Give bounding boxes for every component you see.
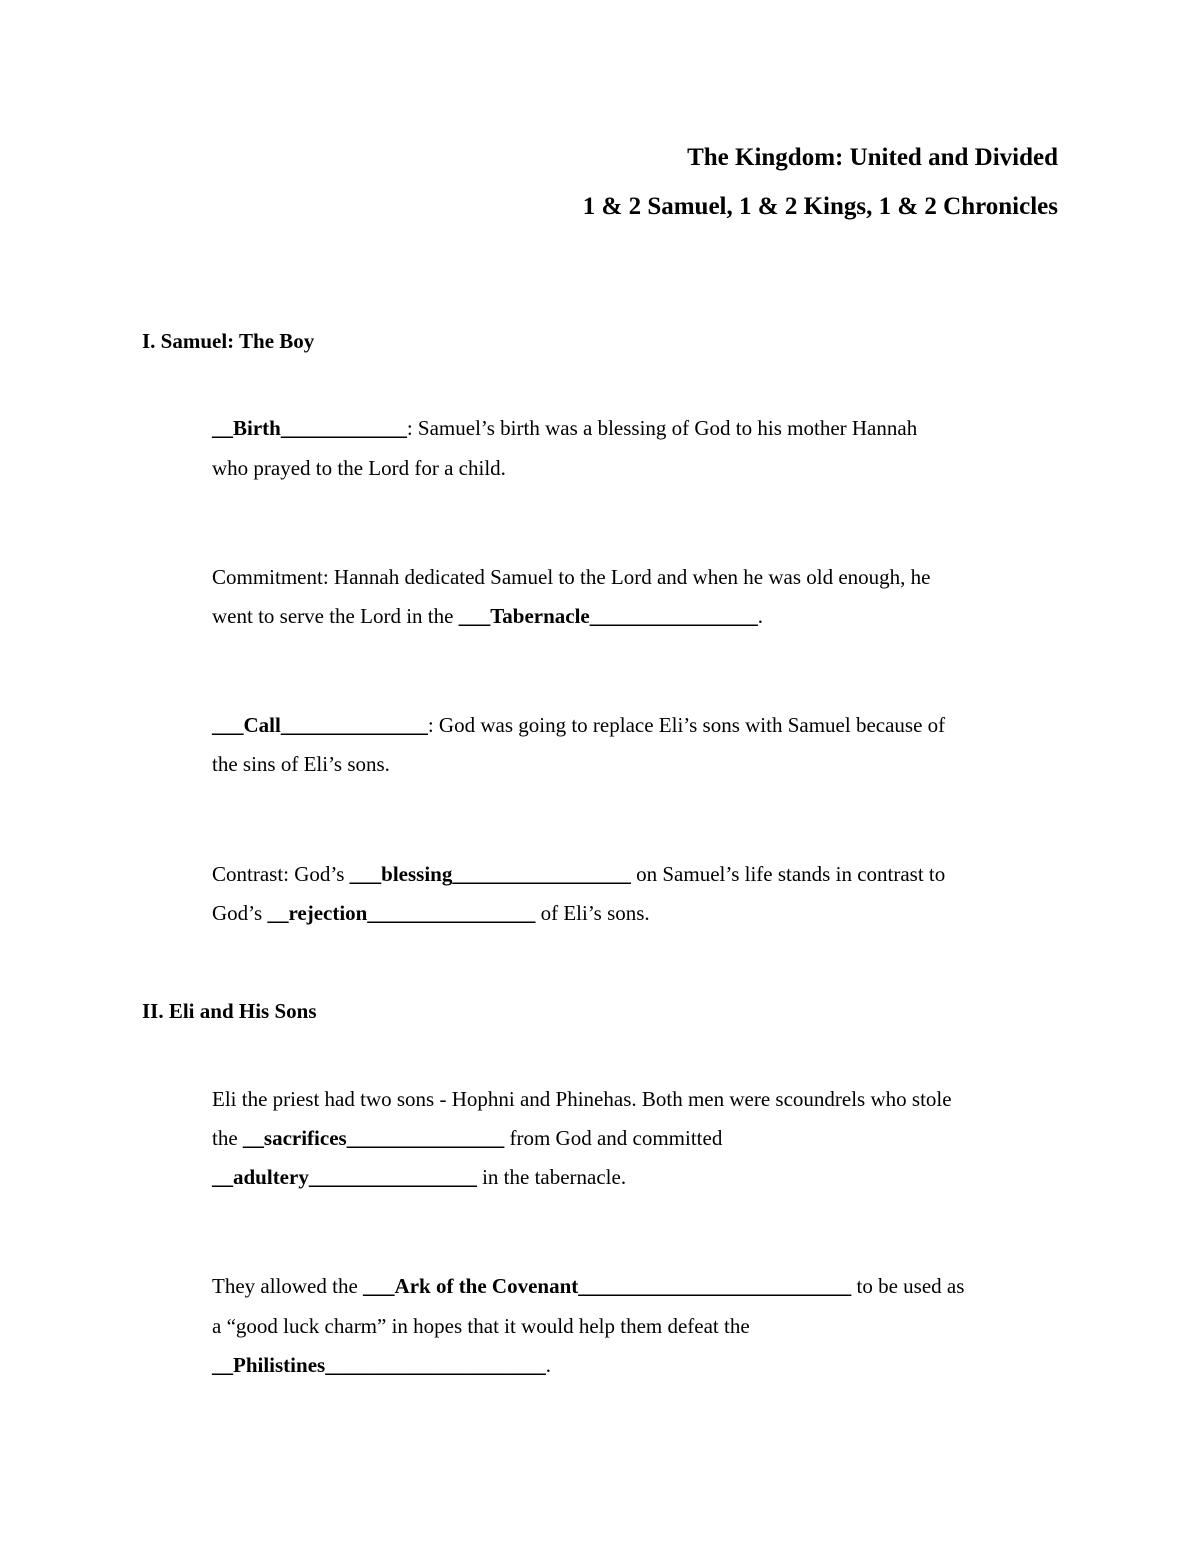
line-suffix: on Samuel’s life stands in contrast to <box>630 862 946 886</box>
answer-blank: ______________ <box>280 713 428 737</box>
contrast-line-2 <box>212 900 650 926</box>
line-suffix: . <box>545 1353 551 1377</box>
line-suffix: : God was going to replace Eli’s sons with Samuel because of <box>427 713 946 737</box>
fill-in-answer-rejection: __rejection <box>267 901 368 925</box>
call-line-2: the sins of Eli’s sons. <box>212 752 390 776</box>
answer-blank: ________________ <box>367 901 536 925</box>
birth-line-1 <box>212 415 917 441</box>
answer-blank: ________________ <box>308 1165 477 1189</box>
call-line-1 <box>212 712 945 738</box>
fill-in-answer-philistines: __Philistines <box>212 1353 326 1377</box>
fill-in-answer-blessing: ___blessing <box>349 862 453 886</box>
ark-line-3 <box>212 1352 551 1378</box>
line-suffix: from God and committed <box>504 1126 723 1150</box>
line-prefix: went to serve the Lord in the <box>212 604 459 628</box>
answer-blank: __________________________ <box>578 1274 852 1298</box>
line-prefix: God’s <box>212 901 268 925</box>
line-prefix: the <box>212 1126 243 1150</box>
eli-line-3 <box>212 1164 626 1190</box>
birth-line-2: who prayed to the Lord for a child. <box>212 456 506 480</box>
document-subtitle: 1 & 2 Samuel, 1 & 2 Kings, 1 & 2 Chronicles <box>582 193 1058 220</box>
line-suffix: in the tabernacle. <box>476 1165 627 1189</box>
contrast-line-1 <box>212 861 945 887</box>
section-heading-eli-and-his-sons: II. Eli and His Sons <box>142 999 317 1023</box>
commitment-line-1: Commitment: Hannah dedicated Samuel to the Lord and when he was old enough, he <box>212 565 931 589</box>
document-title: The Kingdom: United and Divided <box>687 144 1058 171</box>
commitment-line-2 <box>212 603 763 629</box>
answer-blank: ________________ <box>589 604 758 628</box>
fill-in-answer-adultery: __adultery <box>212 1165 309 1189</box>
line-suffix: of Eli’s sons. <box>535 901 650 925</box>
answer-blank: ____________ <box>280 416 407 440</box>
eli-line-1: Eli the priest had two sons - Hophni and Phinehas. Both men were scoundrels who stole <box>212 1087 952 1111</box>
eli-line-2 <box>212 1125 722 1151</box>
section-heading-samuel-the-boy: I. Samuel: The Boy <box>142 329 315 353</box>
fill-in-answer-call: ___Call <box>212 713 281 737</box>
ark-line-2: a “good luck charm” in hopes that it would help them defeat the <box>212 1314 750 1338</box>
fill-in-answer-birth: __Birth <box>212 416 281 440</box>
answer-blank: _____________________ <box>325 1353 546 1377</box>
line-prefix: They allowed the <box>212 1274 364 1298</box>
fill-in-answer-ark-of-the-covenant: ___Ark of the Covenant <box>363 1274 579 1298</box>
ark-line-1 <box>212 1273 964 1299</box>
answer-blank: _________________ <box>452 862 631 886</box>
fill-in-answer-tabernacle: ___Tabernacle <box>458 604 590 628</box>
line-prefix: Contrast: God’s <box>212 862 350 886</box>
fill-in-answer-sacrifices: __sacrifices <box>242 1126 347 1150</box>
answer-blank: _______________ <box>346 1126 505 1150</box>
line-suffix: : Samuel’s birth was a blessing of God to his mother Hannah <box>406 416 918 440</box>
line-suffix: . <box>757 604 763 628</box>
line-suffix: to be used as <box>851 1274 965 1298</box>
